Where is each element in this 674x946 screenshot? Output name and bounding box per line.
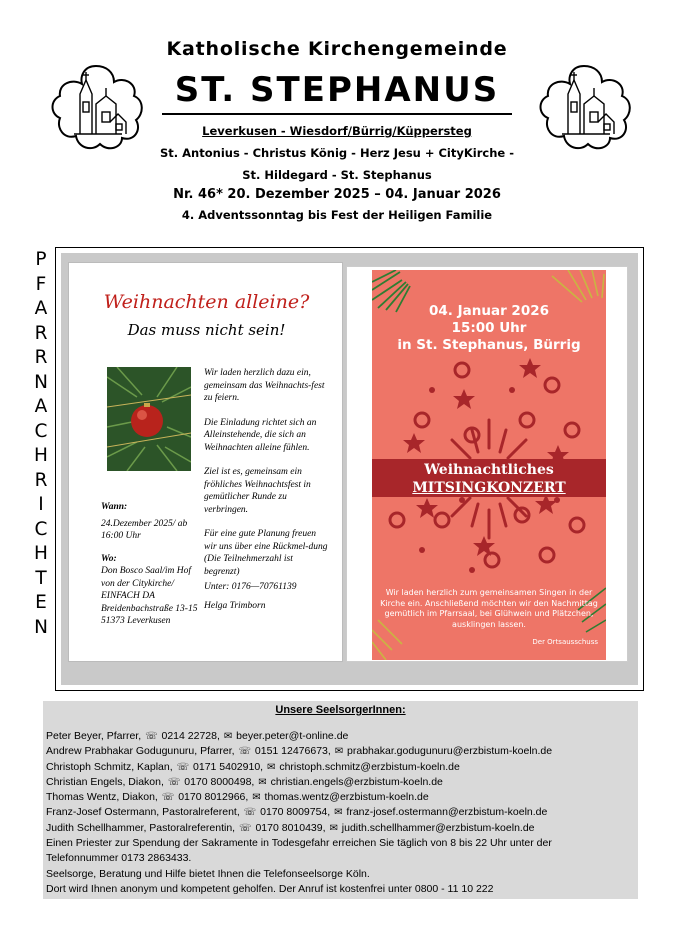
vertical-letter: F [35, 273, 47, 295]
period-line: 4. Adventssonntag bis Fest der Heiligen Familie [181, 208, 493, 222]
emergency-note-2: Telefonnummer 0173 2863433. [46, 852, 192, 865]
concert-place: in St. Stephanus, Bürrig [397, 337, 581, 353]
parishes-line-1: St. Antonius - Christus König - Herz Jesu + CityKirche - [160, 146, 514, 160]
where-value: Don Bosco Saal/im Hof von der Citykirche/ EINFACH DA Breidenbachstraße 13-15 51373 Leverkusen [101, 566, 198, 626]
vertical-letter: R [34, 469, 48, 491]
contact-email[interactable]: christian.engels@erzbistum-koeln.de [270, 775, 443, 788]
vertical-letter: N [34, 616, 48, 638]
christmas-ornament-photo [107, 367, 191, 471]
phone-icon: ☏ [239, 822, 252, 834]
when-value: 24.Dezember 2025/ ab 16:00 Uhr [101, 518, 188, 541]
phone-icon: ☏ [243, 807, 257, 819]
contact-row [43, 744, 638, 759]
contact-phone: 0170 8012966, [178, 791, 249, 804]
concert-signature: Der Ortsausschuss [532, 638, 598, 646]
concert-datetime [372, 303, 606, 354]
flyer-paragraph-3: Ziel ist es, gemeinsam ein fröhliches Weihnachtsfest in gemütlicher Runde zu verbringen. [204, 467, 311, 515]
email-icon: ✉ [252, 792, 261, 804]
contact-name: Thomas Wentz, Diakon, [46, 791, 158, 804]
contact-name: Peter Beyer, Pfarrer, [46, 730, 142, 742]
church-logo-right [534, 58, 634, 158]
flyer-subtitle: Das muss nicht sein! [127, 321, 286, 339]
flyer-paragraph-4: Für eine gute Planung freuen wir uns über eine Rückmel-dung (Die Teilnehmerzahl ist begrenzt) [204, 529, 328, 577]
vertical-letter: C [34, 518, 48, 540]
parish-line: Katholische Kirchengemeinde [166, 38, 508, 60]
when-label: Wann: [101, 502, 128, 512]
flyer-invitation-text [204, 367, 330, 612]
phone-icon: ☏ [167, 776, 181, 788]
concert-date: 04. Januar 2026 [428, 303, 549, 319]
vertical-letter: R [34, 322, 48, 344]
ornament-image [107, 367, 191, 471]
vertical-letter: P [35, 249, 47, 270]
vertical-letter: N [34, 371, 48, 393]
contact-email[interactable]: judith.schellhammer@erzbistum-koeln.de [341, 821, 535, 834]
vertical-letter: H [34, 445, 48, 466]
issue-line: Nr. 46* 20. Dezember 2025 – 04. Januar 2026 [173, 187, 501, 202]
contact-phone: 0170 8009754, [260, 806, 331, 819]
email-icon: ✉ [258, 776, 267, 788]
phone-icon: ☏ [161, 792, 175, 804]
contact-phone: 0171 5402910, [193, 760, 264, 773]
flyer-when-where [101, 501, 201, 628]
concert-title-line-1: Weihnachtliches [424, 462, 554, 478]
vertical-letter: E [35, 592, 47, 613]
concert-title-line-2: MITSINGKONZERT [412, 480, 566, 496]
contact-phone: 0170 8010439, [255, 821, 326, 834]
pastoral-team-heading: Unsere SeelsorgerInnen: [275, 704, 406, 716]
pastoral-team-box [43, 701, 638, 899]
flyer-paragraph-2: Die Einladung richtet sich an Alleinstehende, die sich an Weihnachten alleine fühlen. [204, 417, 317, 453]
contact-phone: 0170 8000498, [184, 775, 255, 788]
email-icon: ✉ [223, 731, 233, 742]
helpline-note-2: Dort wird Ihnen anonym und kompetent geholfen. Der Anruf ist kostenfrei unter 0800 - 11 10 222 [46, 882, 494, 895]
contact-email[interactable]: beyer.peter@t-online.de [236, 730, 349, 742]
phone-icon: ☏ [238, 746, 251, 758]
contact-name: Christoph Schmitz, Kaplan, [46, 760, 173, 773]
vertical-letter: I [38, 494, 44, 515]
vertical-letter: A [34, 396, 48, 417]
email-icon: ✉ [267, 761, 276, 773]
phone-icon: ☏ [145, 731, 158, 742]
vertical-letter: A [34, 298, 48, 319]
contact-name: Andrew Prabhakar Godugunuru, Pfarrer, [46, 745, 235, 758]
emergency-note-1: Einen Priester zur Spendung der Sakramente in Todesgefahr erreichen Sie täglich von 8 bis 22 Uhr unter der [46, 837, 552, 850]
vertical-letter: C [34, 420, 48, 442]
flyer-title: Weihnachten alleine? [103, 291, 310, 313]
church-logo-left [46, 58, 146, 158]
contact-name: Franz-Josef Ostermann, Pastoralreferent, [46, 806, 240, 819]
contact-row [43, 821, 638, 836]
christmas-alone-flyer [68, 262, 343, 662]
flyer-phone: Unter: 0176—70761139 [204, 582, 297, 592]
locations-line: Leverkusen - Wiesdorf/Bürrig/Küppersteg [202, 124, 472, 138]
contact-row [43, 775, 638, 790]
contact-name: Judith Schellhammer, Pastoralreferentin, [46, 821, 236, 834]
contact-phone: 0214 22728, [161, 730, 220, 742]
contact-email[interactable]: christoph.schmitz@erzbistum-koeln.de [279, 760, 460, 773]
contact-row [43, 760, 638, 775]
contact-email[interactable]: prabhakar.godugunuru@erzbistum-koeln.de [347, 745, 553, 758]
flyer-paragraph-1: Wir laden herzlich dazu ein, gemeinsam das Weihnachts-fest zu feiern. [204, 368, 325, 403]
vertical-title [30, 248, 52, 640]
parishes-line-2: St. Hildegard - St. Stephanus [242, 168, 432, 182]
concert-poster [372, 270, 606, 660]
email-icon: ✉ [334, 807, 343, 819]
contact-email[interactable]: franz-josef.ostermann@erzbistum-koeln.de [346, 806, 548, 819]
contact-phone: 0151 12476673, [254, 745, 331, 758]
concert-title [372, 459, 606, 497]
concert-time: 15:00 Uhr [451, 320, 527, 336]
contact-row [43, 729, 638, 744]
page-title: ST. STEPHANUS [162, 67, 512, 115]
contact-email[interactable]: thomas.wentz@erzbistum-koeln.de [264, 791, 429, 804]
concert-description: Wir laden herzlich zum gemeinsamen Singen in der Kirche ein. Anschließend möchten wir den Nachmittag gemütlich im Pfarrsaal, bei Glühwein und Plätzchen, ausklingen lassen. [380, 588, 598, 629]
phone-icon: ☏ [176, 761, 190, 773]
flyer-contact-name: Helga Trimborn [204, 600, 266, 611]
email-icon: ✉ [329, 822, 338, 834]
contact-name: Christian Engels, Diakon, [46, 775, 164, 788]
email-icon: ✉ [334, 746, 344, 758]
vertical-letter: H [34, 543, 48, 564]
vertical-letter: T [35, 567, 47, 589]
contact-row [43, 805, 638, 820]
where-label: Wo: [101, 553, 117, 564]
contact-row [43, 790, 638, 805]
helpline-note-1: Seelsorge, Beratung und Hilfe bietet Ihnen die Telefonseelsorge Köln. [46, 867, 370, 880]
vertical-letter: R [34, 347, 48, 368]
